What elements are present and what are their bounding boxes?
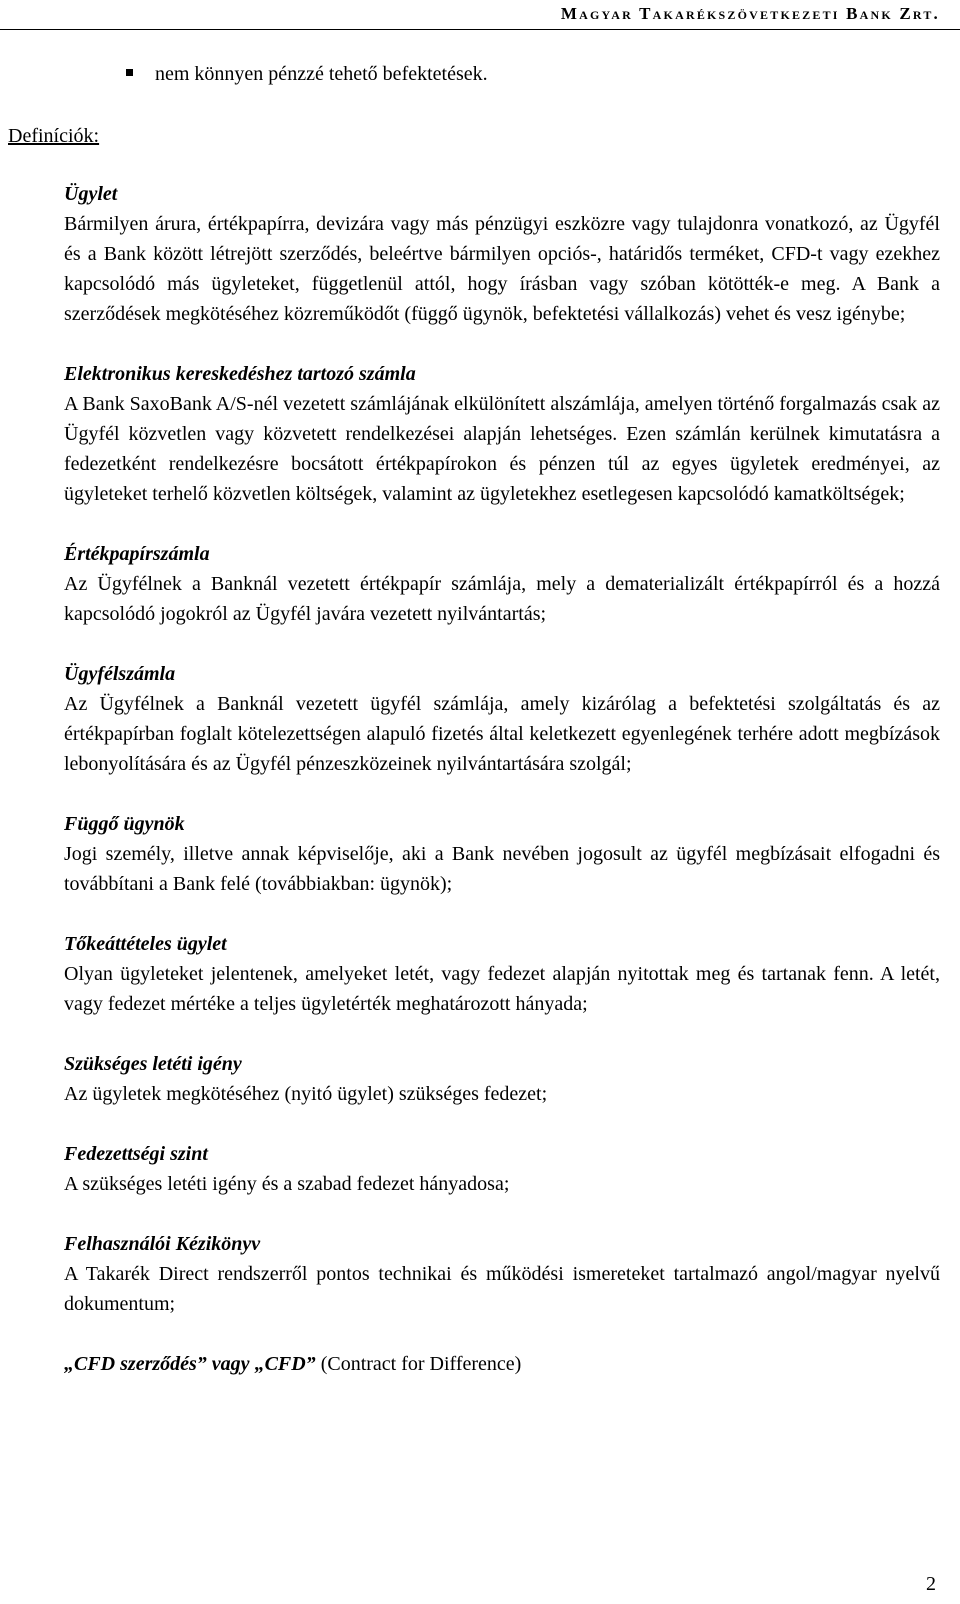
definition-entry: [64, 359, 940, 509]
definition-text: A Bank SaxoBank A/S-nél vezetett számlájának elkülönített alszámlája, amelyen történő forgalmazás csak az Ügyfél közvetlen vagy közvetett rendelkezései alapján lehetséges. Ezen számlán kerülnek kimutatásra a fedezetként rendelkezésre bocsátott értékpapírokon és pénzen túl az egyes ügyletek eredményei, az ügyleteket terhelő közvetlen költségek, valamint az ügyletekhez esetlegesen kapcsolódó kamatköltségek;: [64, 393, 940, 505]
definition-text: Az ügyletek megkötéséhez (nyitó ügylet) szükséges fedezet;: [64, 1083, 548, 1105]
definition-text: Az Ügyfélnek a Banknál vezetett ügyfél számlája, amely kizárólag a befektetési szolgáltatás és az értékpapírban foglalt kötelezettségen alapuló fizetés által keletkezett egyenlegének terhére adott megbízások lebonyolítására és az Ügyfél pénzeszközeinek nyilvántartására szolgál;: [64, 693, 940, 775]
definition-entry: [64, 659, 940, 779]
definition-entry: [64, 179, 940, 329]
cfd-term-explanation: (Contract for Difference): [320, 1353, 522, 1375]
definition-term: Tőkeáttételes ügylet: [64, 933, 227, 955]
definition-term: Értékpapírszámla: [64, 543, 210, 565]
definition-term: Függő ügynök: [64, 813, 185, 835]
header-divider: [0, 29, 960, 30]
cfd-definition-heading: [64, 1349, 940, 1379]
page-header: [0, 0, 960, 34]
definition-term: Szükséges letéti igény: [64, 1053, 242, 1075]
definition-entry: [64, 1229, 940, 1319]
cfd-term-short: „CFD”: [254, 1353, 316, 1375]
bullet-text: nem könnyen pénzzé tehető befektetések.: [155, 63, 488, 85]
definition-text: A Takarék Direct rendszerről pontos technikai és működési ismereteket tartalmazó angol/magyar nyelvű dokumentum;: [64, 1263, 940, 1315]
definition-text: A szükséges letéti igény és a szabad fedezet hányadosa;: [64, 1173, 510, 1195]
definition-term: Elektronikus kereskedéshez tartozó számla: [64, 363, 416, 385]
definition-term: Ügylet: [64, 183, 118, 205]
definition-entry: [64, 929, 940, 1019]
square-bullet-icon: [126, 69, 133, 76]
definitions-heading: Definíciók:: [8, 125, 100, 147]
cfd-term-contract: „CFD szerződés”: [64, 1353, 207, 1375]
bullet-list-item: [126, 62, 488, 86]
definition-text: Jogi személy, illetve annak képviselője, aki a Bank nevében jogosult az ügyfél megbízásait elfogadni és továbbítani a Bank felé (továbbiakban: ügynök);: [64, 843, 940, 895]
definition-text: Az Ügyfélnek a Banknál vezetett értékpapír számlája, mely a dematerializált értékpapírról és a hozzá kapcsolódó jogokról az Ügyfél javára vezetett nyilvántartás;: [64, 573, 940, 625]
definition-text: Olyan ügyleteket jelentenek, amelyeket letét, vagy fedezet alapján nyitottak meg és tartanak fenn. A letét, vagy fedezet mértéke a teljes ügyletérték meghatározott hányada;: [64, 963, 940, 1015]
cfd-term-connector: vagy: [211, 1353, 250, 1375]
definition-term: Ügyfélszámla: [64, 663, 176, 685]
definition-entry: [64, 1139, 940, 1199]
definition-term: Fedezettségi szint: [64, 1143, 208, 1165]
page-number: 2: [926, 1573, 936, 1595]
definition-text: Bármilyen árura, értékpapírra, devizára vagy más pénzügyi eszközre vagy tulajdonra vonatkozó, az Ügyfél és a Bank között létrejött szerződés, beleértve bármilyen opciós-, határidős terméket, CFD-t vagy ezekhez kapcsolódó más ügyleteket, függetlenül attól, hogy írásban vagy szóban kötötték-e meg. A Bank a szerződések megkötéséhez közreműködőt (függő ügynök, befektetési vállalkozás) vehet és vesz igénybe;: [64, 213, 940, 325]
definition-entry: [64, 809, 940, 899]
definition-entry: [64, 1049, 940, 1109]
bank-name-header: Magyar Takarékszövetkezeti Bank Zrt.: [560, 4, 940, 23]
definition-term: Felhasználói Kézikönyv: [64, 1233, 261, 1255]
definitions-list: [64, 179, 940, 1379]
definition-entry: [64, 539, 940, 629]
